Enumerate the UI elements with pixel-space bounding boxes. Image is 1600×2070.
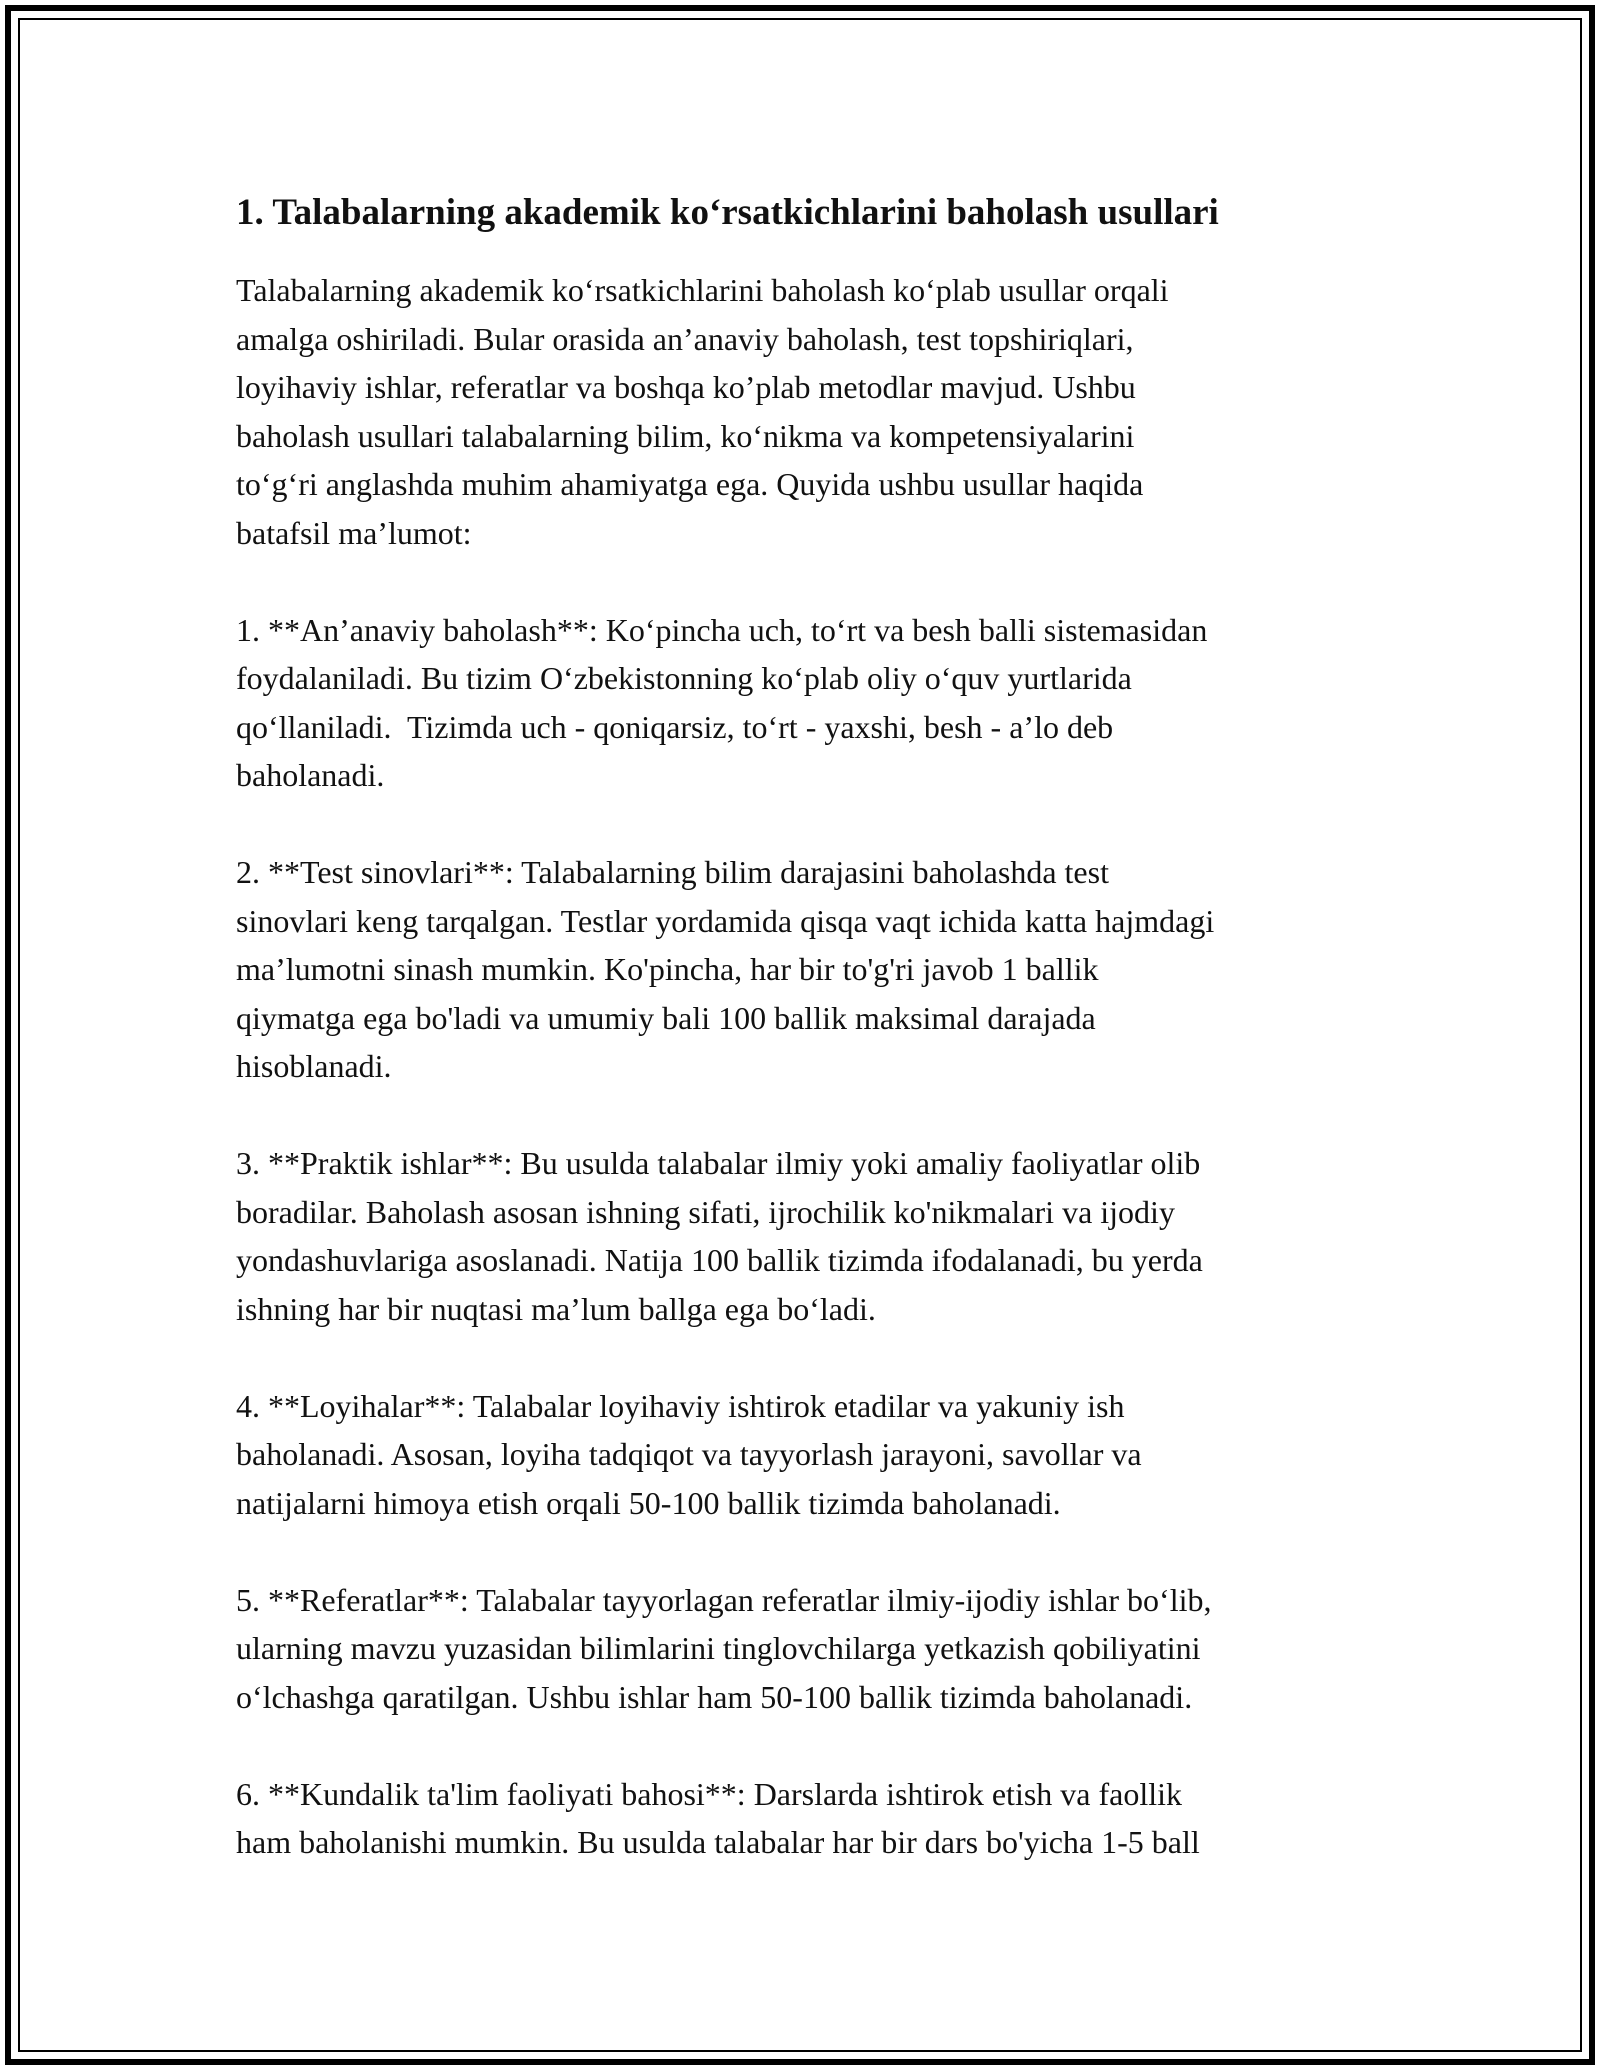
text-line: baholanadi.: [236, 757, 385, 793]
text-line: 1. **An’anaviy baholash**: Ko‘pincha uch, to‘rt va besh balli sistemasidan: [236, 611, 1208, 648]
text-line: baholanadi. Asosan, loyiha tadqiqot va tayyorlash jarayoni, savollar va: [236, 1436, 1142, 1472]
text-line: qiymatga ega bo'ladi va umumiy bali 100 ballik maksimal darajada: [236, 999, 1096, 1036]
text-line: ma’lumotni sinash mumkin. Ko'pincha, har bir to'g'ri javob 1 ballik: [236, 951, 1099, 987]
text-line: 3. **Praktik ishlar**: Bu usulda talabalar ilmiy yoki amaliy faoliyatlar olib: [236, 1145, 1201, 1181]
text-line: to‘g‘ri anglashda muhim ahamiyatga ega. Quyida ushbu usullar haqida: [236, 466, 1144, 502]
text-line: baholash usullari talabalarning bilim, ko‘nikma va kompetensiyalarini: [236, 417, 1135, 454]
text-line: yondashuvlariga asoslanadi. Natija 100 ballik tizimda ifodalanadi, bu yerda: [236, 1242, 1203, 1278]
text-line: natijalarni himoya etish orqali 50-100 ballik tizimda baholanadi.: [236, 1484, 1061, 1521]
paragraph-3: [236, 848, 1386, 1091]
document-title: 1. Talabalarning akademik ko‘rsatkichlarini baholash usullari: [236, 192, 1219, 233]
text-line: 6. **Kundalik ta'lim faoliyati bahosi**: Darslarda ishtirok etish va faollik: [236, 1775, 1183, 1812]
paragraph-1: [236, 266, 1386, 557]
paragraph-5: [236, 1382, 1386, 1528]
text-line: ishning har bir nuqtasi ma’lum ballga ega bo‘ladi.: [236, 1290, 876, 1327]
text-line: ularning mavzu yuzasidan bilimlarini tinglovchilarga yetkazish qobiliyatini: [236, 1630, 1201, 1666]
text-line: 4. **Loyihalar**: Talabalar loyihaviy ishtirok etadilar va yakuniy ish: [236, 1387, 1125, 1424]
paragraph-list: [236, 266, 1386, 1867]
text-line: 2. **Test sinovlari**: Talabalarning bilim darajasini baholashda test: [236, 854, 1109, 890]
text-line: sinovlari keng tarqalgan. Testlar yordamida qisqa vaqt ichida katta hajmdagi: [236, 902, 1215, 939]
text-line: qo‘llaniladi. Tizimda uch - qoniqarsiz, to‘rt - yaxshi, besh - a’lo deb: [236, 708, 1114, 745]
text-line: Talabalarning akademik ko‘rsatkichlarini baholash ko‘plab usullar orqali: [236, 272, 1169, 308]
text-line: amalga oshiriladi. Bular orasida an’anaviy baholash, test topshiriqlari,: [236, 320, 1134, 357]
text-line: loyihaviy ishlar, referatlar va boshqa ko’plab metodlar mavjud. Ushbu: [236, 369, 1136, 405]
text-line: foydalaniladi. Bu tizim O‘zbekistonning ko‘plab oliy o‘quv yurtlarida: [236, 660, 1132, 696]
document-body: [236, 186, 1386, 1915]
paragraph-4: [236, 1139, 1386, 1333]
text-line: ham baholanishi mumkin. Bu usulda talabalar har bir dars bo'yicha 1-5 ball: [236, 1824, 1200, 1860]
text-line: hisoblanadi.: [236, 1048, 392, 1084]
paragraph-6: [236, 1576, 1386, 1722]
text-line: boradilar. Baholash asosan ishning sifati, ijrochilik ko'nikmalari va ijodiy: [236, 1193, 1175, 1230]
text-line: batafsil ma’lumot:: [236, 514, 472, 551]
text-line: 5. **Referatlar**: Talabalar tayyorlagan referatlar ilmiy-ijodiy ishlar bo‘lib,: [236, 1581, 1212, 1618]
paragraph-2: [236, 606, 1386, 800]
paragraph-7: [236, 1770, 1386, 1867]
text-line: o‘lchashga qaratilgan. Ushbu ishlar ham 50-100 ballik tizimda baholanadi.: [236, 1678, 1193, 1715]
